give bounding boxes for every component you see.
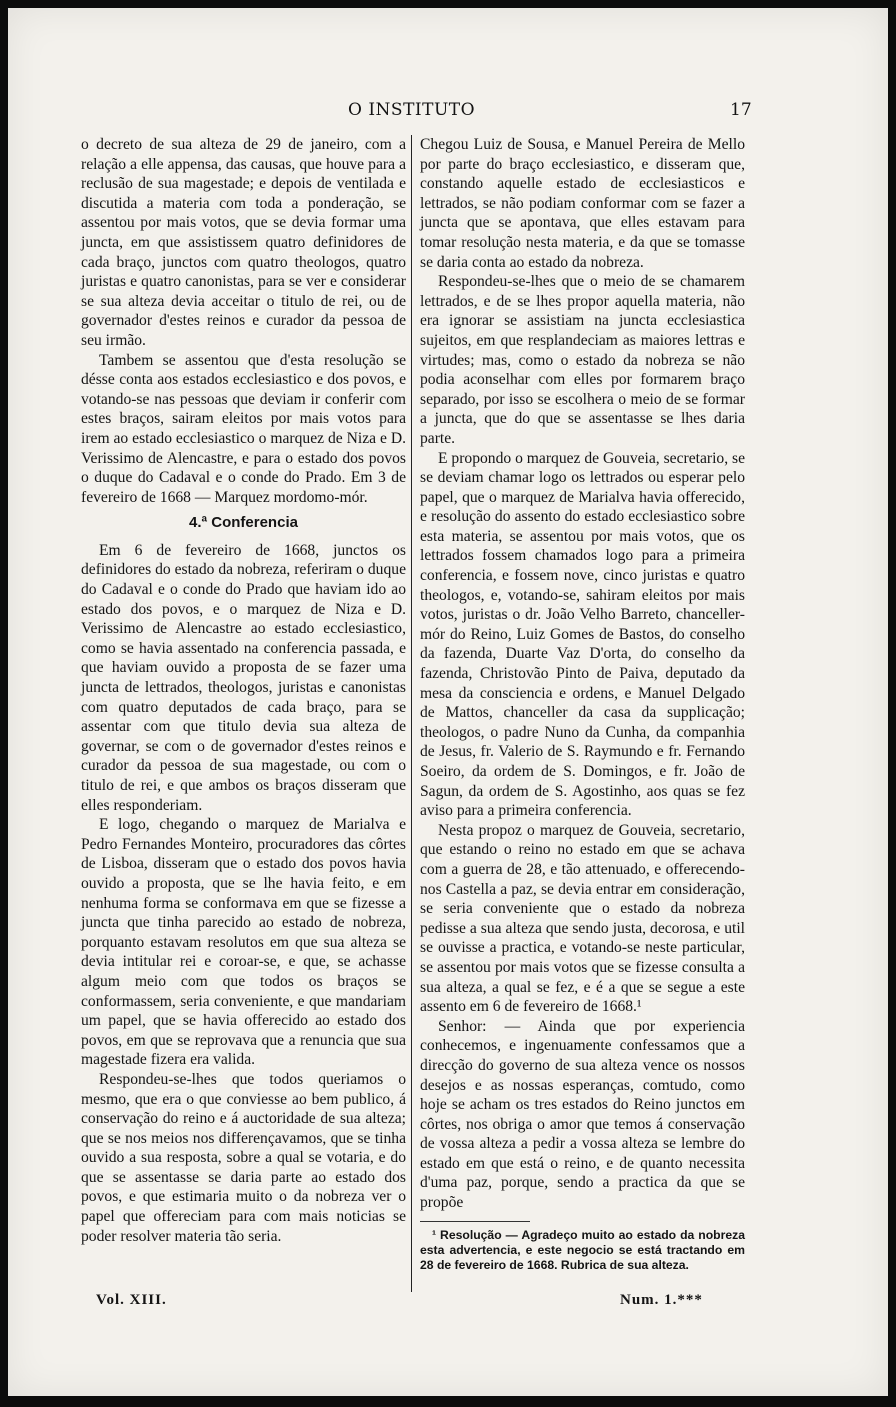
paragraph: Nesta propoz o marquez de Gouveia, secretario, que estando o reino no estado em que se achava com a guerra de 28, e tão attenuado, e offerecendo-nos Castella a paz, se devia entrar em consideração, se seria conveniente que o estado da nobreza pedisse a sua alteza que sendo justa, decorosa, e util se ouvisse a practica, e votando-se neste particular, se assentou por mais votos que se fizesse consulta a sua alteza, a qual se fez, e é a que se segue a este assento em 6 de fevereiro de 1668.¹ (420, 821, 745, 1016)
page-number: 17 (730, 100, 752, 120)
paragraph: Chegou Luiz de Sousa, e Manuel Pereira de Mello por parte do braço ecclesiastico, e disseram que, constando aquelle estado de ecclesiasticos e lettrados, se não podiam conformar com se fazer a juncta que se apontava, que elles estavam para tomar resolução nesta materia, e da que se tomasse se daria conta ao estado da nobreza. (420, 136, 745, 271)
right-column (420, 135, 745, 1273)
paragraph: Respondeu-se-lhes que todos queriamos o mesmo, que era o que conviesse ao bem publico, á conservação do reino e á auctoridade de sua alteza; que se nos meios nos differençavamos, que se tinha ouvido a sua resposta, sobre a qual se votaria, e do que se assentasse se daria parte ao estado dos povos, e que estimaria muito o da nobreza ver o papel que offereciam para com mais noticias se poder resolver materia tão seria. (81, 1070, 406, 1245)
page-footer (8, 1292, 888, 1314)
footnote-rule (420, 1221, 530, 1222)
running-header (8, 100, 888, 124)
footnote: ¹ Resolução — Agradeço muito ao estado da nobreza esta advertencia, e este negocio se está tractando em 28 de fevereiro de 1668. Rubrica de sua alteza. (420, 1227, 745, 1272)
paragraph: Senhor: — Ainda que por experiencia conhecemos, e ingenuamente confessamos que a direcção do governo de sua alteza vence os nossos desejos e as nossas esperanças, comtudo, como hoje se acham os tres estados do Reino junctos em côrtes, nos obriga o amor que temos á conservação de vossa alteza a pedir a vossa alteza se lembre do estado em que está o reino, e de quanto necessita d'uma paz, porque, sendo a practica da que se propõe (420, 1017, 745, 1212)
paragraph: Tambem se assentou que d'esta resolução se désse conta aos estados ecclesiastico e dos povos, e votando-se nas pessoas que deviam ir conferir com estes braços, sairam eleitos por mais votos para irem ao estado ecclesiastico o marquez de Niza e D. Verissimo de Alencastre, e para o estado dos povos o duque do Cadaval e o conde do Prado. Em 3 de fevereiro de 1668 — Marquez mordomo-mór. (81, 351, 406, 506)
section-heading: 4.ª Conferencia (189, 514, 298, 532)
journal-title: O INSTITUTO (348, 100, 476, 120)
paragraph: E logo, chegando o marquez de Marialva e Pedro Fernandes Monteiro, procuradores das côrtes de Lisboa, disseram que o estado dos povos havia ouvido a proposta, que se lhe havia feito, e em nenhuma forma se conformava em que se fizesse a juncta que tinha parecido ao estado de nobreza, porquanto estavam resolutos em que sua alteza se devia intitular rei e coroar-se, e que, se achasse algum meio com que todos os braços se conformassem, seria conveniente, e que mandariam um papel, que se havia offerecido ao estado dos povos, em que se reprovava que a renuncia que sua magestade fizera era valida. (81, 816, 406, 1069)
paragraph: E propondo o marquez de Gouveia, secretario, se se deviam chamar logo os lettrados ou esperar pelo papel, que o marquez de Marialva havia offerecido, e resolução do assento do estado ecclesiastico sobre esta materia, se assentou por mais votos, que os lettrados fossem chamados logo para a primeira conferencia, e fossem nove, cinco juristas e quatro theologos, e, votando-se, sahiram eleitos por mais votos, juristas o dr. João Velho Barreto, chanceller-mór do Reino, Luiz Gomes de Bastos, do conselho da fazenda, Duarte Vaz D'orta, do conselho da fazenda, Christovão Pinto de Paiva, deputado da mesa da consciencia e ordens, e Manuel Delgado de Mattos, chanceller da casa da supplicação; theologos, o padre Nuno da Cunha, da companhia de Jesus, fr. Valerio de S. Raymundo e fr. Fernando Soeiro, da ordem de S. Domingos, e fr. João de Sagun, da ordem de S. Agostinho, aos quas se fez aviso para a primeira conferencia. (420, 449, 745, 820)
paragraph: Em 6 de fevereiro de 1668, junctos os definidores do estado da nobreza, referiram o duque do Cadaval e o conde do Prado que haviam ido ao estado dos povos, e o marquez de Niza e D. Verissimo de Alencastre ao estado ecclesiastico, como se havia assentado na conferencia passada, e que haviam ouvido a proposta de se fazer uma juncta de lettrados, theologos, juristas e canonistas com quatro deputados de cada braço, para se assentar com que titulo devia sua alteza de governar, se com o de governador d'estes reinos e curador da pessoa de sua magestade, ou com o titulo de rei, e que ambos os braços disseram que elles responderiam. (81, 541, 406, 814)
issue-number: Num. 1.*** (620, 1292, 703, 1308)
journal-page (8, 8, 888, 1396)
left-column (81, 135, 406, 1246)
volume-label: Vol. XIII. (96, 1292, 167, 1308)
column-divider (411, 135, 412, 1292)
paragraph: Respondeu-se-lhes que o meio de se chamarem lettrados, e de se lhes propor aquella materia, não era ignorar se assistiam na juncta ecclesiastica sujeitos, em que resplandeciam as maiores lettras e virtudes; mas, como o estado da nobreza se não podia aconselhar com elles por formarem braço separado, por isso se escolhera o meio de se formar a juncta, que do que se assentasse se lhes daria parte. (420, 273, 745, 447)
paragraph: o decreto de sua alteza de 29 de janeiro, com a relação a elle appensa, das causas, que houve para a reclusão de sua magestade; e depois de ventilada e discutida a materia com toda a ponderação, se assentou por mais votos, que se devia formar uma juncta, em que assistissem quatro definidores de cada braço, junctos com quatro theologos, quatro juristas e quatro canonistas, para se ver e considerar se sua alteza devia acceitar o titulo de rei, ou de governador d'estes reinos e curador da pessoa de seu irmão. (81, 136, 406, 349)
